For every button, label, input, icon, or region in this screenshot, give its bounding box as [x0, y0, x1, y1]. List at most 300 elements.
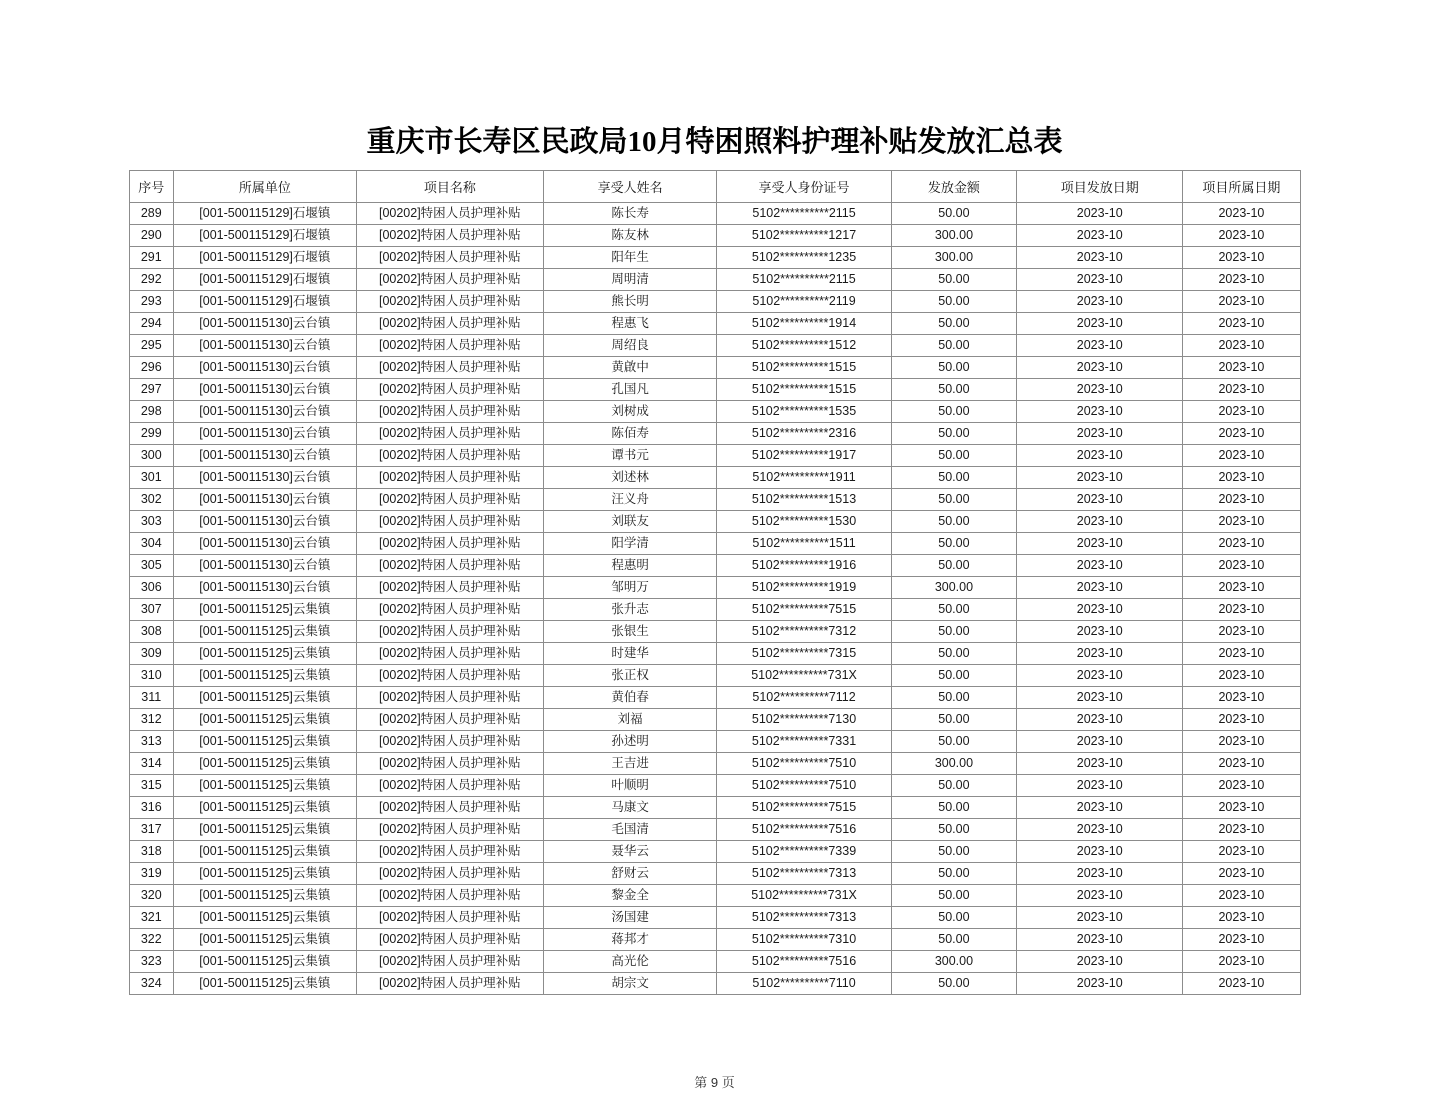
table-cell: 2023-10: [1017, 819, 1183, 841]
table-cell: 2023-10: [1017, 907, 1183, 929]
table-cell: [00202]特困人员护理补贴: [356, 379, 543, 401]
table-cell: [00202]特困人员护理补贴: [356, 577, 543, 599]
table-cell: 2023-10: [1017, 379, 1183, 401]
table-cell: 315: [129, 775, 173, 797]
table-cell: 程惠明: [544, 555, 717, 577]
table-cell: 301: [129, 467, 173, 489]
table-cell: 50.00: [891, 863, 1016, 885]
table-cell: [001-500115125]云集镇: [173, 797, 356, 819]
table-cell: [001-500115130]云台镇: [173, 489, 356, 511]
page-footer: [0, 1072, 1429, 1091]
table-cell: 2023-10: [1017, 357, 1183, 379]
table-cell: 2023-10: [1017, 423, 1183, 445]
table-row: [129, 885, 1300, 907]
table-cell: [001-500115125]云集镇: [173, 841, 356, 863]
table-cell: 2023-10: [1183, 577, 1300, 599]
table-cell: 2023-10: [1183, 929, 1300, 951]
table-row: [129, 577, 1300, 599]
table-cell: 5102**********1512: [717, 335, 891, 357]
table-cell: 2023-10: [1017, 577, 1183, 599]
table-cell: 2023-10: [1183, 709, 1300, 731]
table-cell: 317: [129, 819, 173, 841]
table-cell: 蒋邦才: [544, 929, 717, 951]
table-cell: 2023-10: [1017, 313, 1183, 335]
table-cell: [001-500115125]云集镇: [173, 643, 356, 665]
table-row: [129, 291, 1300, 313]
table-row: [129, 753, 1300, 775]
table-cell: 295: [129, 335, 173, 357]
table-cell: [001-500115129]石堰镇: [173, 203, 356, 225]
table-cell: 5102**********1515: [717, 379, 891, 401]
table-cell: [00202]特困人员护理补贴: [356, 423, 543, 445]
table-cell: [001-500115125]云集镇: [173, 753, 356, 775]
table-cell: 313: [129, 731, 173, 753]
table-cell: 2023-10: [1183, 291, 1300, 313]
table-cell: 5102**********1511: [717, 533, 891, 555]
table-cell: [00202]特困人员护理补贴: [356, 555, 543, 577]
table-cell: 2023-10: [1017, 951, 1183, 973]
header-cell-issue-date: 项目发放日期: [1017, 171, 1183, 203]
table-cell: 刘福: [544, 709, 717, 731]
table-cell: 2023-10: [1017, 929, 1183, 951]
table-cell: 黎金全: [544, 885, 717, 907]
header-cell-amount: 发放金额: [891, 171, 1016, 203]
table-cell: 50.00: [891, 313, 1016, 335]
table-cell: 2023-10: [1017, 665, 1183, 687]
table-cell: 5102**********1235: [717, 247, 891, 269]
table-cell: 5102**********7315: [717, 643, 891, 665]
table-cell: 50.00: [891, 203, 1016, 225]
table-row: [129, 929, 1300, 951]
table-cell: 2023-10: [1183, 819, 1300, 841]
table-cell: 5102**********7515: [717, 797, 891, 819]
table-cell: 2023-10: [1183, 665, 1300, 687]
table-cell: [001-500115129]石堰镇: [173, 225, 356, 247]
table-cell: [00202]特困人员护理补贴: [356, 621, 543, 643]
table-cell: 高光伦: [544, 951, 717, 973]
table-cell: 阳年生: [544, 247, 717, 269]
table-cell: 2023-10: [1017, 467, 1183, 489]
table-row: [129, 533, 1300, 555]
table-cell: 5102**********7331: [717, 731, 891, 753]
table-cell: 5102**********7339: [717, 841, 891, 863]
table-cell: 舒财云: [544, 863, 717, 885]
table-cell: 2023-10: [1183, 445, 1300, 467]
table-cell: 50.00: [891, 665, 1016, 687]
table-cell: 2023-10: [1017, 335, 1183, 357]
table-cell: 2023-10: [1017, 841, 1183, 863]
table-row: [129, 357, 1300, 379]
header-cell-unit: 所属单位: [173, 171, 356, 203]
table-cell: 296: [129, 357, 173, 379]
table-cell: 2023-10: [1183, 489, 1300, 511]
table-cell: 50.00: [891, 907, 1016, 929]
table-cell: [001-500115125]云集镇: [173, 907, 356, 929]
table-cell: 291: [129, 247, 173, 269]
table-cell: 50.00: [891, 599, 1016, 621]
table-cell: 5102**********2115: [717, 203, 891, 225]
table-cell: 汪义舟: [544, 489, 717, 511]
table-cell: 2023-10: [1017, 797, 1183, 819]
table-cell: 300.00: [891, 225, 1016, 247]
table-cell: [001-500115129]石堰镇: [173, 247, 356, 269]
table-row: [129, 621, 1300, 643]
table-cell: 5102**********1217: [717, 225, 891, 247]
table-cell: 黄伯春: [544, 687, 717, 709]
table-cell: 5102**********7510: [717, 775, 891, 797]
table-cell: [00202]特困人员护理补贴: [356, 269, 543, 291]
header-cell-project: 项目名称: [356, 171, 543, 203]
table-cell: 50.00: [891, 445, 1016, 467]
table-cell: [00202]特困人员护理补贴: [356, 313, 543, 335]
table-row: [129, 841, 1300, 863]
table-cell: 2023-10: [1017, 621, 1183, 643]
table-row: [129, 225, 1300, 247]
table-cell: 刘联友: [544, 511, 717, 533]
table-cell: 50.00: [891, 775, 1016, 797]
table-cell: 2023-10: [1017, 445, 1183, 467]
table-cell: [001-500115130]云台镇: [173, 555, 356, 577]
table-cell: 50.00: [891, 841, 1016, 863]
table-cell: 5102**********1911: [717, 467, 891, 489]
table-cell: 2023-10: [1017, 247, 1183, 269]
table-cell: 2023-10: [1183, 907, 1300, 929]
header-cell-id-number: 享受人身份证号: [717, 171, 891, 203]
table-cell: 300: [129, 445, 173, 467]
table-cell: [001-500115125]云集镇: [173, 951, 356, 973]
table-cell: 2023-10: [1017, 687, 1183, 709]
table-cell: [00202]特困人员护理补贴: [356, 775, 543, 797]
table-cell: [001-500115130]云台镇: [173, 401, 356, 423]
table-cell: 5102**********7313: [717, 863, 891, 885]
table-cell: [001-500115130]云台镇: [173, 445, 356, 467]
table-cell: 50.00: [891, 379, 1016, 401]
table-cell: 5102**********7112: [717, 687, 891, 709]
table-cell: 50.00: [891, 489, 1016, 511]
table-cell: [00202]特困人员护理补贴: [356, 599, 543, 621]
table-cell: [001-500115130]云台镇: [173, 511, 356, 533]
table-cell: 300.00: [891, 247, 1016, 269]
table-row: [129, 467, 1300, 489]
table-cell: 2023-10: [1183, 599, 1300, 621]
table-row: [129, 819, 1300, 841]
table-cell: 311: [129, 687, 173, 709]
table-row: [129, 203, 1300, 225]
table-cell: 50.00: [891, 885, 1016, 907]
table-cell: [00202]特困人员护理补贴: [356, 863, 543, 885]
table-cell: 320: [129, 885, 173, 907]
table-cell: 2023-10: [1017, 203, 1183, 225]
table-row: [129, 797, 1300, 819]
table-cell: 2023-10: [1183, 863, 1300, 885]
table-cell: 50.00: [891, 687, 1016, 709]
table-cell: 5102**********731X: [717, 665, 891, 687]
table-cell: [001-500115130]云台镇: [173, 423, 356, 445]
table-cell: [001-500115125]云集镇: [173, 929, 356, 951]
table-cell: 5102**********7130: [717, 709, 891, 731]
table-cell: 50.00: [891, 643, 1016, 665]
table-row: [129, 863, 1300, 885]
table-cell: 2023-10: [1183, 731, 1300, 753]
table-cell: 321: [129, 907, 173, 929]
table-cell: 2023-10: [1183, 533, 1300, 555]
table-cell: 2023-10: [1017, 489, 1183, 511]
table-cell: 2023-10: [1183, 753, 1300, 775]
table-cell: 5102**********1919: [717, 577, 891, 599]
table-cell: 孔国凡: [544, 379, 717, 401]
table-row: [129, 445, 1300, 467]
table-cell: 292: [129, 269, 173, 291]
table-cell: 50.00: [891, 423, 1016, 445]
table-cell: [001-500115130]云台镇: [173, 379, 356, 401]
table-cell: [00202]特困人员护理补贴: [356, 225, 543, 247]
table-cell: 2023-10: [1017, 863, 1183, 885]
table-cell: 324: [129, 973, 173, 995]
table-cell: 2023-10: [1017, 731, 1183, 753]
table-cell: 5102**********1513: [717, 489, 891, 511]
table-cell: [00202]特困人员护理补贴: [356, 907, 543, 929]
header-cell-index: 序号: [129, 171, 173, 203]
table-cell: 2023-10: [1017, 269, 1183, 291]
table-cell: 5102**********7515: [717, 599, 891, 621]
table-cell: 309: [129, 643, 173, 665]
table-cell: 304: [129, 533, 173, 555]
table-cell: 5102**********1914: [717, 313, 891, 335]
table-cell: [001-500115129]石堰镇: [173, 291, 356, 313]
table-cell: 290: [129, 225, 173, 247]
table-cell: [001-500115129]石堰镇: [173, 269, 356, 291]
table-cell: 294: [129, 313, 173, 335]
table-cell: 5102**********1535: [717, 401, 891, 423]
table-cell: 5102**********731X: [717, 885, 891, 907]
table-cell: 刘述林: [544, 467, 717, 489]
table-cell: 5102**********1917: [717, 445, 891, 467]
table-cell: 299: [129, 423, 173, 445]
table-cell: 50.00: [891, 401, 1016, 423]
table-cell: 305: [129, 555, 173, 577]
table-cell: 2023-10: [1017, 753, 1183, 775]
table-cell: 2023-10: [1017, 885, 1183, 907]
table-cell: 300.00: [891, 951, 1016, 973]
table-cell: 50.00: [891, 555, 1016, 577]
table-cell: [00202]特困人员护理补贴: [356, 445, 543, 467]
table-cell: 2023-10: [1183, 269, 1300, 291]
table-cell: 5102**********2316: [717, 423, 891, 445]
table-cell: 2023-10: [1017, 709, 1183, 731]
table-cell: [001-500115130]云台镇: [173, 467, 356, 489]
table-cell: [00202]特困人员护理补贴: [356, 643, 543, 665]
table-cell: 5102**********7516: [717, 819, 891, 841]
table-cell: 2023-10: [1017, 401, 1183, 423]
table-row: [129, 731, 1300, 753]
table-cell: [001-500115125]云集镇: [173, 621, 356, 643]
table-cell: [001-500115125]云集镇: [173, 863, 356, 885]
table-cell: 2023-10: [1017, 225, 1183, 247]
table-cell: 2023-10: [1183, 467, 1300, 489]
table-cell: 50.00: [891, 797, 1016, 819]
table-cell: [00202]特困人员护理补贴: [356, 665, 543, 687]
table-cell: 300.00: [891, 577, 1016, 599]
table-cell: [00202]特困人员护理补贴: [356, 929, 543, 951]
table-cell: 2023-10: [1183, 401, 1300, 423]
table-cell: 张正权: [544, 665, 717, 687]
table-cell: 5102**********2115: [717, 269, 891, 291]
table-cell: 张银生: [544, 621, 717, 643]
table-cell: [001-500115125]云集镇: [173, 775, 356, 797]
table-cell: 叶顺明: [544, 775, 717, 797]
table-cell: [001-500115125]云集镇: [173, 709, 356, 731]
table-cell: 周绍良: [544, 335, 717, 357]
table-cell: [00202]特困人员护理补贴: [356, 885, 543, 907]
table-cell: 2023-10: [1183, 357, 1300, 379]
table-cell: 5102**********2119: [717, 291, 891, 313]
table-cell: [001-500115130]云台镇: [173, 357, 356, 379]
table-cell: 302: [129, 489, 173, 511]
table-cell: 陈佰寿: [544, 423, 717, 445]
table-cell: 2023-10: [1183, 775, 1300, 797]
table-cell: [001-500115125]云集镇: [173, 599, 356, 621]
table-cell: 程惠飞: [544, 313, 717, 335]
table-row: [129, 555, 1300, 577]
table-cell: 50.00: [891, 291, 1016, 313]
table-row: [129, 907, 1300, 929]
table-cell: 2023-10: [1183, 973, 1300, 995]
table-cell: 毛国清: [544, 819, 717, 841]
table-cell: 2023-10: [1183, 247, 1300, 269]
table-cell: 50.00: [891, 335, 1016, 357]
table-cell: 聂华云: [544, 841, 717, 863]
table-cell: 50.00: [891, 357, 1016, 379]
table-cell: 2023-10: [1017, 511, 1183, 533]
table-cell: [00202]特困人员护理补贴: [356, 709, 543, 731]
table-cell: 2023-10: [1017, 643, 1183, 665]
table-cell: 2023-10: [1183, 885, 1300, 907]
table-cell: 298: [129, 401, 173, 423]
table-cell: 50.00: [891, 467, 1016, 489]
table-row: [129, 687, 1300, 709]
table-cell: 2023-10: [1017, 973, 1183, 995]
table-cell: 5102**********1530: [717, 511, 891, 533]
header-cell-beneficiary-name: 享受人姓名: [544, 171, 717, 203]
table-cell: 孙述明: [544, 731, 717, 753]
table-cell: 2023-10: [1183, 621, 1300, 643]
table-cell: [00202]特困人员护理补贴: [356, 357, 543, 379]
table-cell: [00202]特困人员护理补贴: [356, 731, 543, 753]
table-cell: [001-500115125]云集镇: [173, 687, 356, 709]
table-cell: [00202]特困人员护理补贴: [356, 533, 543, 555]
table-cell: 2023-10: [1183, 555, 1300, 577]
table-row: [129, 269, 1300, 291]
table-cell: 293: [129, 291, 173, 313]
table-cell: [00202]特困人员护理补贴: [356, 841, 543, 863]
table-cell: 50.00: [891, 731, 1016, 753]
table-cell: 5102**********7110: [717, 973, 891, 995]
table-cell: 2023-10: [1183, 687, 1300, 709]
table-row: [129, 775, 1300, 797]
table-cell: 318: [129, 841, 173, 863]
table-cell: 5102**********1916: [717, 555, 891, 577]
table-cell: 307: [129, 599, 173, 621]
table-row: [129, 379, 1300, 401]
table-cell: 50.00: [891, 709, 1016, 731]
table-cell: 5102**********7313: [717, 907, 891, 929]
payout-table: [129, 170, 1301, 995]
table-row: [129, 423, 1300, 445]
table-cell: 303: [129, 511, 173, 533]
table-cell: 陈长寿: [544, 203, 717, 225]
table-cell: [00202]特困人员护理补贴: [356, 973, 543, 995]
table-cell: 阳学清: [544, 533, 717, 555]
table-cell: 316: [129, 797, 173, 819]
table-cell: 300.00: [891, 753, 1016, 775]
table-row: [129, 643, 1300, 665]
table-cell: [001-500115125]云集镇: [173, 973, 356, 995]
table-cell: 2023-10: [1183, 313, 1300, 335]
table-cell: 50.00: [891, 269, 1016, 291]
table-cell: [00202]特困人员护理补贴: [356, 335, 543, 357]
table-cell: 5102**********7310: [717, 929, 891, 951]
table-cell: 50.00: [891, 819, 1016, 841]
page-number: 第 9 页: [694, 1075, 735, 1090]
table-body: [129, 203, 1300, 995]
table-cell: 50.00: [891, 621, 1016, 643]
table-cell: 周明清: [544, 269, 717, 291]
table-cell: 308: [129, 621, 173, 643]
table-cell: 2023-10: [1017, 555, 1183, 577]
table-cell: 时建华: [544, 643, 717, 665]
table-cell: 50.00: [891, 929, 1016, 951]
table-cell: [001-500115130]云台镇: [173, 577, 356, 599]
table-row: [129, 401, 1300, 423]
table-cell: [00202]特困人员护理补贴: [356, 753, 543, 775]
table-cell: [00202]特困人员护理补贴: [356, 951, 543, 973]
table-cell: [00202]特困人员护理补贴: [356, 819, 543, 841]
table-cell: [00202]特困人员护理补贴: [356, 511, 543, 533]
table-row: [129, 511, 1300, 533]
table-cell: 2023-10: [1183, 335, 1300, 357]
table-row: [129, 599, 1300, 621]
table-cell: 陈友林: [544, 225, 717, 247]
table-row: [129, 709, 1300, 731]
table-cell: 2023-10: [1183, 951, 1300, 973]
page-title: 重庆市长寿区民政局10月特困照料护理补贴发放汇总表: [366, 126, 1063, 158]
table-cell: [00202]特困人员护理补贴: [356, 489, 543, 511]
table-cell: [001-500115125]云集镇: [173, 665, 356, 687]
table-header-row: [129, 171, 1300, 203]
table-cell: 5102**********7516: [717, 951, 891, 973]
table-row: [129, 313, 1300, 335]
table-cell: [001-500115125]云集镇: [173, 885, 356, 907]
table-cell: 熊长明: [544, 291, 717, 313]
table-cell: 50.00: [891, 533, 1016, 555]
table-cell: 马康文: [544, 797, 717, 819]
table-cell: [00202]特困人员护理补贴: [356, 687, 543, 709]
table-row: [129, 973, 1300, 995]
table-cell: 2023-10: [1017, 291, 1183, 313]
table-cell: [001-500115125]云集镇: [173, 819, 356, 841]
table-cell: 50.00: [891, 511, 1016, 533]
table-cell: 刘树成: [544, 401, 717, 423]
table-cell: 邹明万: [544, 577, 717, 599]
table-cell: 黄啟中: [544, 357, 717, 379]
table-cell: [001-500115130]云台镇: [173, 533, 356, 555]
table-cell: 张升志: [544, 599, 717, 621]
table-cell: [001-500115125]云集镇: [173, 731, 356, 753]
table-cell: 2023-10: [1183, 423, 1300, 445]
table-cell: 322: [129, 929, 173, 951]
table-cell: 2023-10: [1183, 379, 1300, 401]
table-cell: [00202]特困人员护理补贴: [356, 797, 543, 819]
